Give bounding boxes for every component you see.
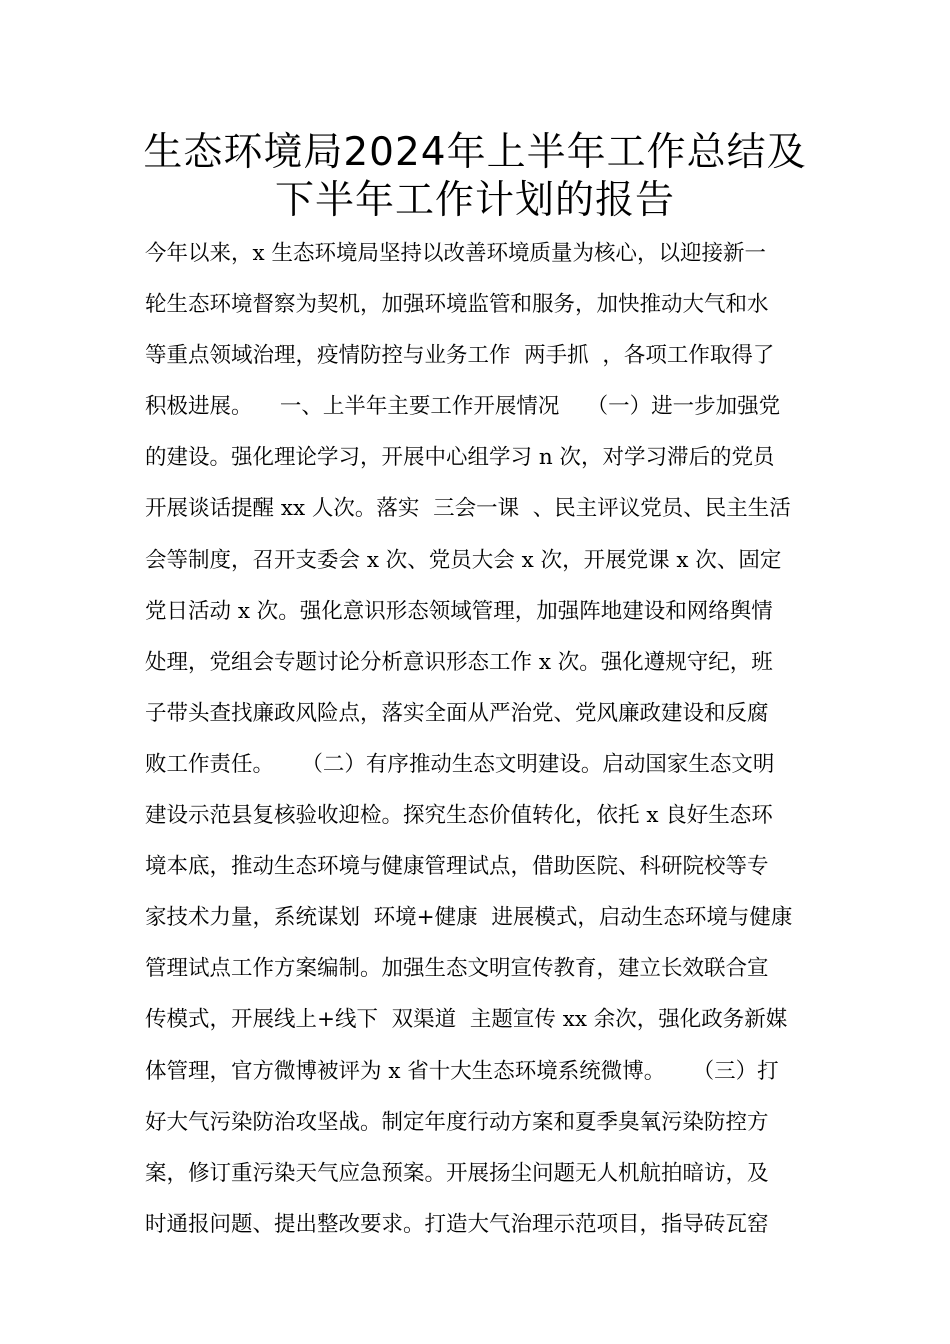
body-line: 今年以来，x 生态环境局坚持以改善环境质量为核心，以迎接新一 bbox=[145, 241, 766, 266]
body-line: 传模式，开展线上+线下 双渠道 主题宣传 xx 余次，强化政务新媒 bbox=[145, 1007, 788, 1033]
body-line: 境本底，推动生态环境与健康管理试点，借助医院、科研院校等专 bbox=[145, 854, 769, 880]
body-line: 开展谈话提醒 xx 人次。落实 三会一课 、民主评议党员、民主生活 bbox=[145, 496, 791, 522]
body-line: 等重点领域治理，疫情防控与业务工作 两手抓 ，各项工作取得了 bbox=[145, 343, 775, 369]
body-line: 好大气污染防治攻坚战。制定年度行动方案和夏季臭氧污染防控方 bbox=[145, 1109, 769, 1135]
body-line: 积极进展。 一、上半年主要工作开展情况 （一）进一步加强党 bbox=[145, 394, 781, 420]
body-line: 败工作责任。 （二）有序推动生态文明建设。启动国家生态文明 bbox=[145, 751, 775, 777]
body-line: 管理试点工作方案编制。加强生态文明宣传教育，建立长效联合宣 bbox=[145, 956, 769, 982]
body-line: 体管理，官方微博被评为 x 省十大生态环境系统微博。 （三）打 bbox=[145, 1058, 779, 1084]
body-line: 案，修订重污染天气应急预案。开展扬尘问题无人机航拍暗访，及 bbox=[145, 1160, 769, 1186]
body-line: 家技术力量，系统谋划 环境+健康 进展模式，启动生态环境与健康 bbox=[145, 905, 793, 931]
document-title-line-2: 下半年工作计划的报告 bbox=[274, 178, 675, 223]
body-line: 建设示范县复核验收迎检。探究生态价值转化，依托 x 良好生态环 bbox=[145, 803, 773, 829]
body-line: 时通报问题、提出整改要求。打造大气治理示范项目，指导砖瓦窑 bbox=[145, 1211, 769, 1237]
body-line: 子带头查找廉政风险点，落实全面从严治党、党风廉政建设和反腐 bbox=[145, 700, 769, 726]
document-title-line-1: 生态环境局2024年上半年工作总结及 bbox=[143, 130, 807, 175]
body-line: 的建设。强化理论学习，开展中心组学习 n 次，对学习滞后的党员 bbox=[145, 445, 775, 471]
document-body bbox=[145, 228, 815, 1250]
body-line: 会等制度，召开支委会 x 次、党员大会 x 次，开展党课 x 次、固定 bbox=[145, 547, 782, 573]
body-line: 轮生态环境督察为契机，加强环境监管和服务，加快推动大气和水 bbox=[145, 292, 769, 318]
body-line: 处理，党组会专题讨论分析意识形态工作 x 次。强化遵规守纪，班 bbox=[145, 649, 773, 675]
body-line: 党日活动 x 次。强化意识形态领域管理，加强阵地建设和网络舆情 bbox=[145, 598, 773, 624]
